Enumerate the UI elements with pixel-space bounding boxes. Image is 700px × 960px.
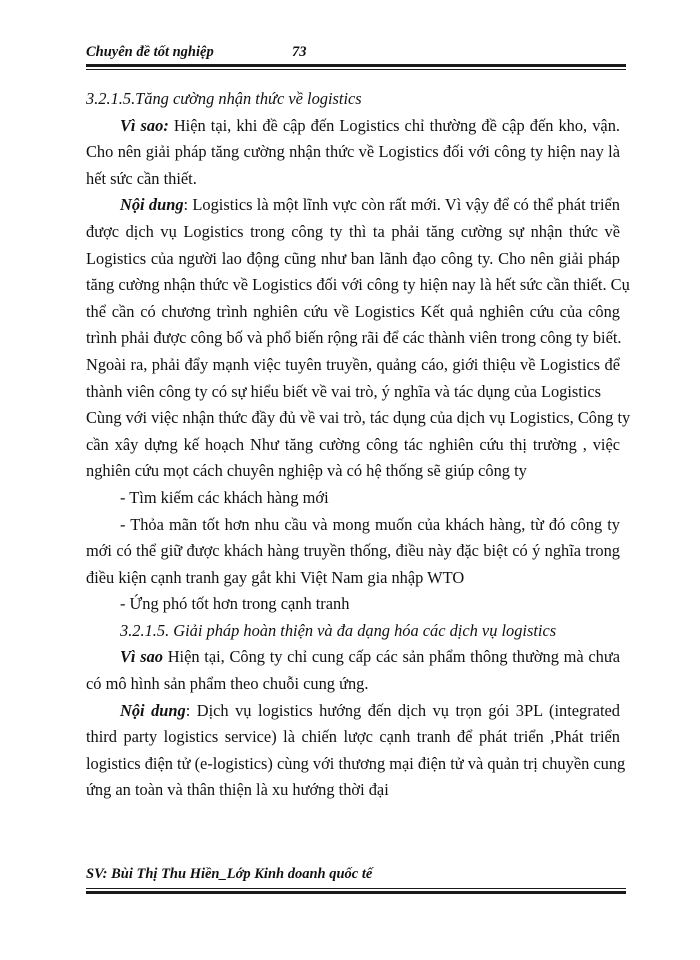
list-item: - Ứng phó tốt hơn trong cạnh tranh [120, 594, 350, 614]
paragraph-line: Cùng với việc nhận thức đầy đủ về vai trò, tác dụng của dịch vụ Logistics, Công ty [86, 408, 631, 428]
page-header [86, 40, 626, 64]
paragraph-line: được dịch vụ Logistics trong công ty thì ta phải tăng cường sự nhận thức về [86, 221, 620, 241]
paragraph-line: hết sức cần thiết. [86, 168, 197, 188]
paragraph-line: Vì sao: Hiện tại, khi đề cập đến Logistics chỉ thường đề cập đến kho, vận. [120, 115, 620, 135]
paragraph-line: logistics điện tử (e-logistics) cùng với thương mại điện tử và quản trị chuyền cung [86, 753, 626, 773]
section-heading: 3.2.1.5. Giải pháp hoàn thiện và đa dạng hóa các dịch vụ logistics [120, 620, 557, 640]
paragraph-line: Nội dung: Logistics là một lĩnh vực còn rất mới. Vì vậy để có thể phát triển [120, 195, 621, 215]
header-title: Chuyên đề tốt nghiệp [86, 44, 214, 60]
section-heading: 3.2.1.5.Tăng cường nhận thức về logistics [86, 89, 362, 108]
list-item: - Tìm kiếm các khách hàng mới [120, 487, 329, 507]
paragraph-line: có mô hình sản phẩm theo chuỗi cung ứng. [86, 674, 369, 694]
paragraph-line: thành viên công ty có sự hiểu biết về vai trò, ý nghĩa và tác dụng của Logistics [86, 381, 602, 401]
paragraph-line: thể cần có chương trình nghiên cứu về Logistics Kết quả nghiên cứu của công [86, 301, 620, 321]
lead-label: Vì sao: [120, 115, 169, 135]
paragraph-line: ứng an toàn và thân thiện là xu hướng thời đại [86, 780, 389, 800]
page-body [86, 86, 631, 804]
paragraph-line: nghiên cứu mọt cách chuyên nghiệp và có hệ thống sẽ giúp công ty [86, 461, 527, 481]
footer-rule-thick [86, 891, 626, 894]
page-footer: SV: Bùi Thị Thu Hiền_Lớp Kinh doanh quốc tế [86, 866, 373, 882]
paragraph-line: điều kiện cạnh tranh gay gắt khi Việt Nam gia nhập WTO [86, 567, 465, 587]
header-rule-thick [86, 64, 626, 67]
page-number: 73 [292, 44, 307, 60]
paragraph-line: Ngoài ra, phải đẩy mạnh việc tuyên truyền, quảng cáo, giới thiệu về Logistics để [86, 354, 620, 374]
lead-label: Vì sao [120, 647, 163, 667]
paragraph-line: third party logistics service) là chiến lược cạnh tranh để phát triển ,Phát triển [86, 727, 620, 747]
header-rule-thin [86, 69, 626, 70]
footer-rule-thin [86, 888, 626, 889]
paragraph-line: mới có thể giữ được khách hàng truyền thống, điều này đặc biệt có ý nghĩa trong [86, 541, 620, 561]
lead-label: Nội dung [120, 195, 184, 215]
lead-label: Nội dung [120, 700, 186, 720]
paragraph-line: Cho nên giải pháp tăng cường nhận thức về Logistics đối với công ty hiện nay là [86, 142, 620, 162]
paragraph-line: Logistics của người lao động cũng như ban lãnh đạo công ty. Cho nên giải pháp [86, 248, 620, 268]
paragraph-line: cần xây dựng kế hoạch Như tăng cường công tác nghiên cứu thị trường , việc [86, 434, 620, 454]
list-item: - Thỏa mãn tốt hơn nhu cầu và mong muốn của khách hàng, từ đó công ty [120, 514, 620, 534]
paragraph-line: trình phải được công bố và phổ biến rộng rãi để các thành viên trong công ty biết. [86, 328, 622, 348]
paragraph-line: Nội dung: Dịch vụ logistics hướng đến dịch vụ trọn gói 3PL (integrated [120, 700, 620, 720]
paragraph-line: Vì sao Hiện tại, Công ty chỉ cung cấp các sản phẩm thông thường mà chưa [120, 647, 621, 667]
paragraph-line: tăng cường nhận thức về Logistics đối với công ty hiện nay là hết sức cần thiết. Cụ [86, 275, 630, 295]
